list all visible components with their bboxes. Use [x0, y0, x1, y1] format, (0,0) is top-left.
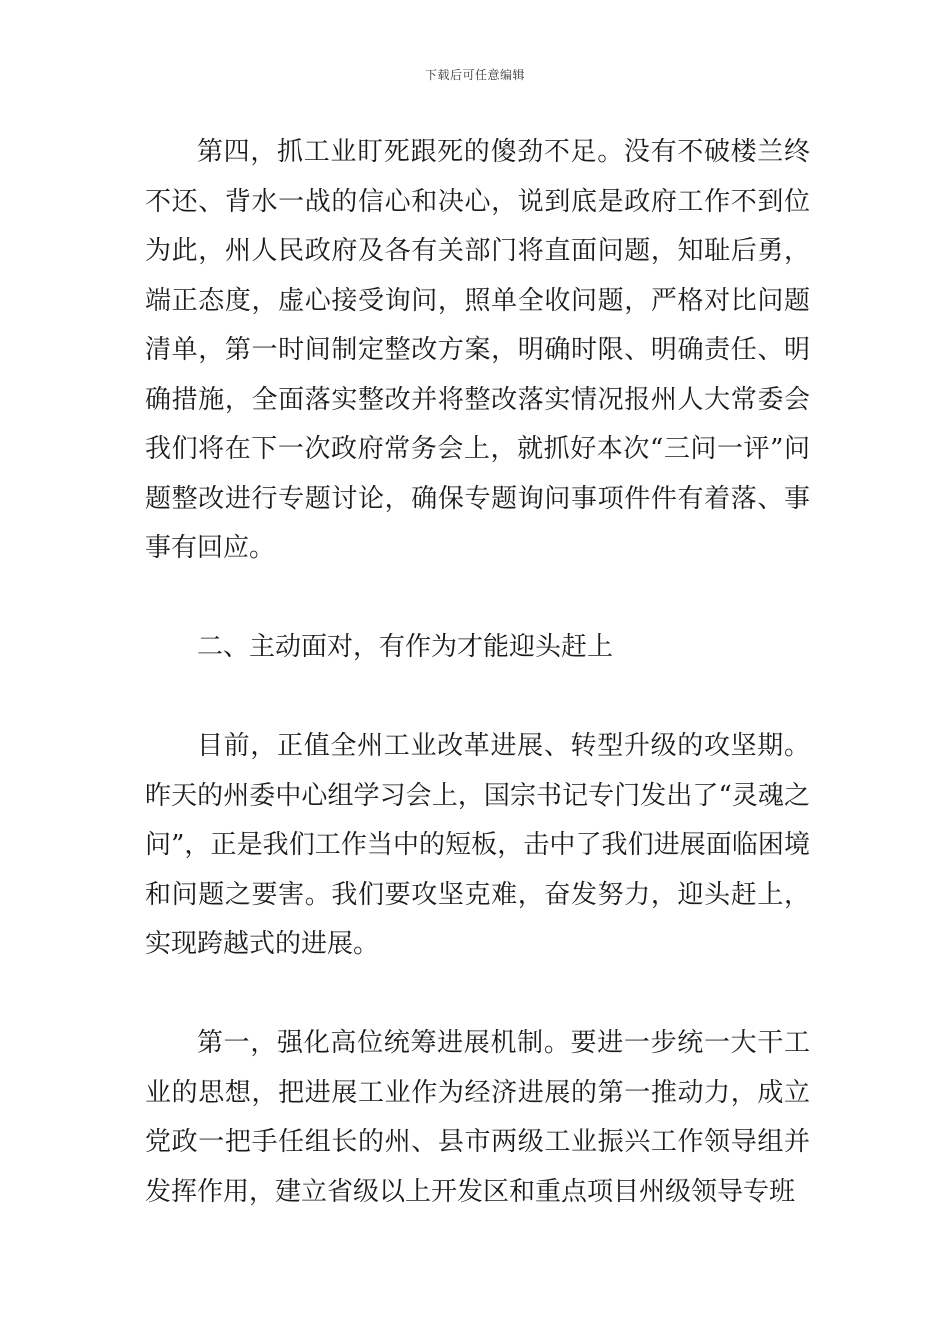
- page-header-note: 下载后可任意编辑: [424, 68, 525, 82]
- paragraph-current-situation: 目前，正值全州工业改革进展、转型升级的攻坚期。昨天的州委中心组学习会上，国宗书记专门发出了“灵魂之问”，正是我们工作当中的短板，击中了我们进展面临困境和问题之要害。我们要攻坚克难，奋发努力，迎头赶上，实现跨越式的进展。: [145, 731, 810, 959]
- paragraph-fourth-point: 第四，抓工业盯死跟死的傻劲不足。没有不破楼兰终不还、背水一战的信心和决心，说到底是政府工作不到位为此，州人民政府及各有关部门将直面问题，知耻后勇，端正态度，虚心接受询问，照单全收问题，严格对比问题清单，第一时间制定整改方案，明确时限、明确责任、明确措施，全面落实整改并将整改落实情况报州人大常委会我们将在下一次政府常务会上，就抓好本次“三问一评”问题整改进行专题讨论，确保专题询问事项件件有着落、事事有回应。: [145, 137, 810, 563]
- paragraph-first-point: 第一，强化高位统筹进展机制。要进一步统一大干工业的思想，把进展工业作为经济进展的第一推动力，成立党政一把手任组长的州、县市两级工业振兴工作领导组并发挥作用，建立省级以上开发区和重点项目州级领导专班: [145, 1028, 810, 1207]
- document-body: [145, 128, 810, 1217]
- section-heading-2: 二、主动面对，有作为才能迎头赶上: [197, 632, 614, 662]
